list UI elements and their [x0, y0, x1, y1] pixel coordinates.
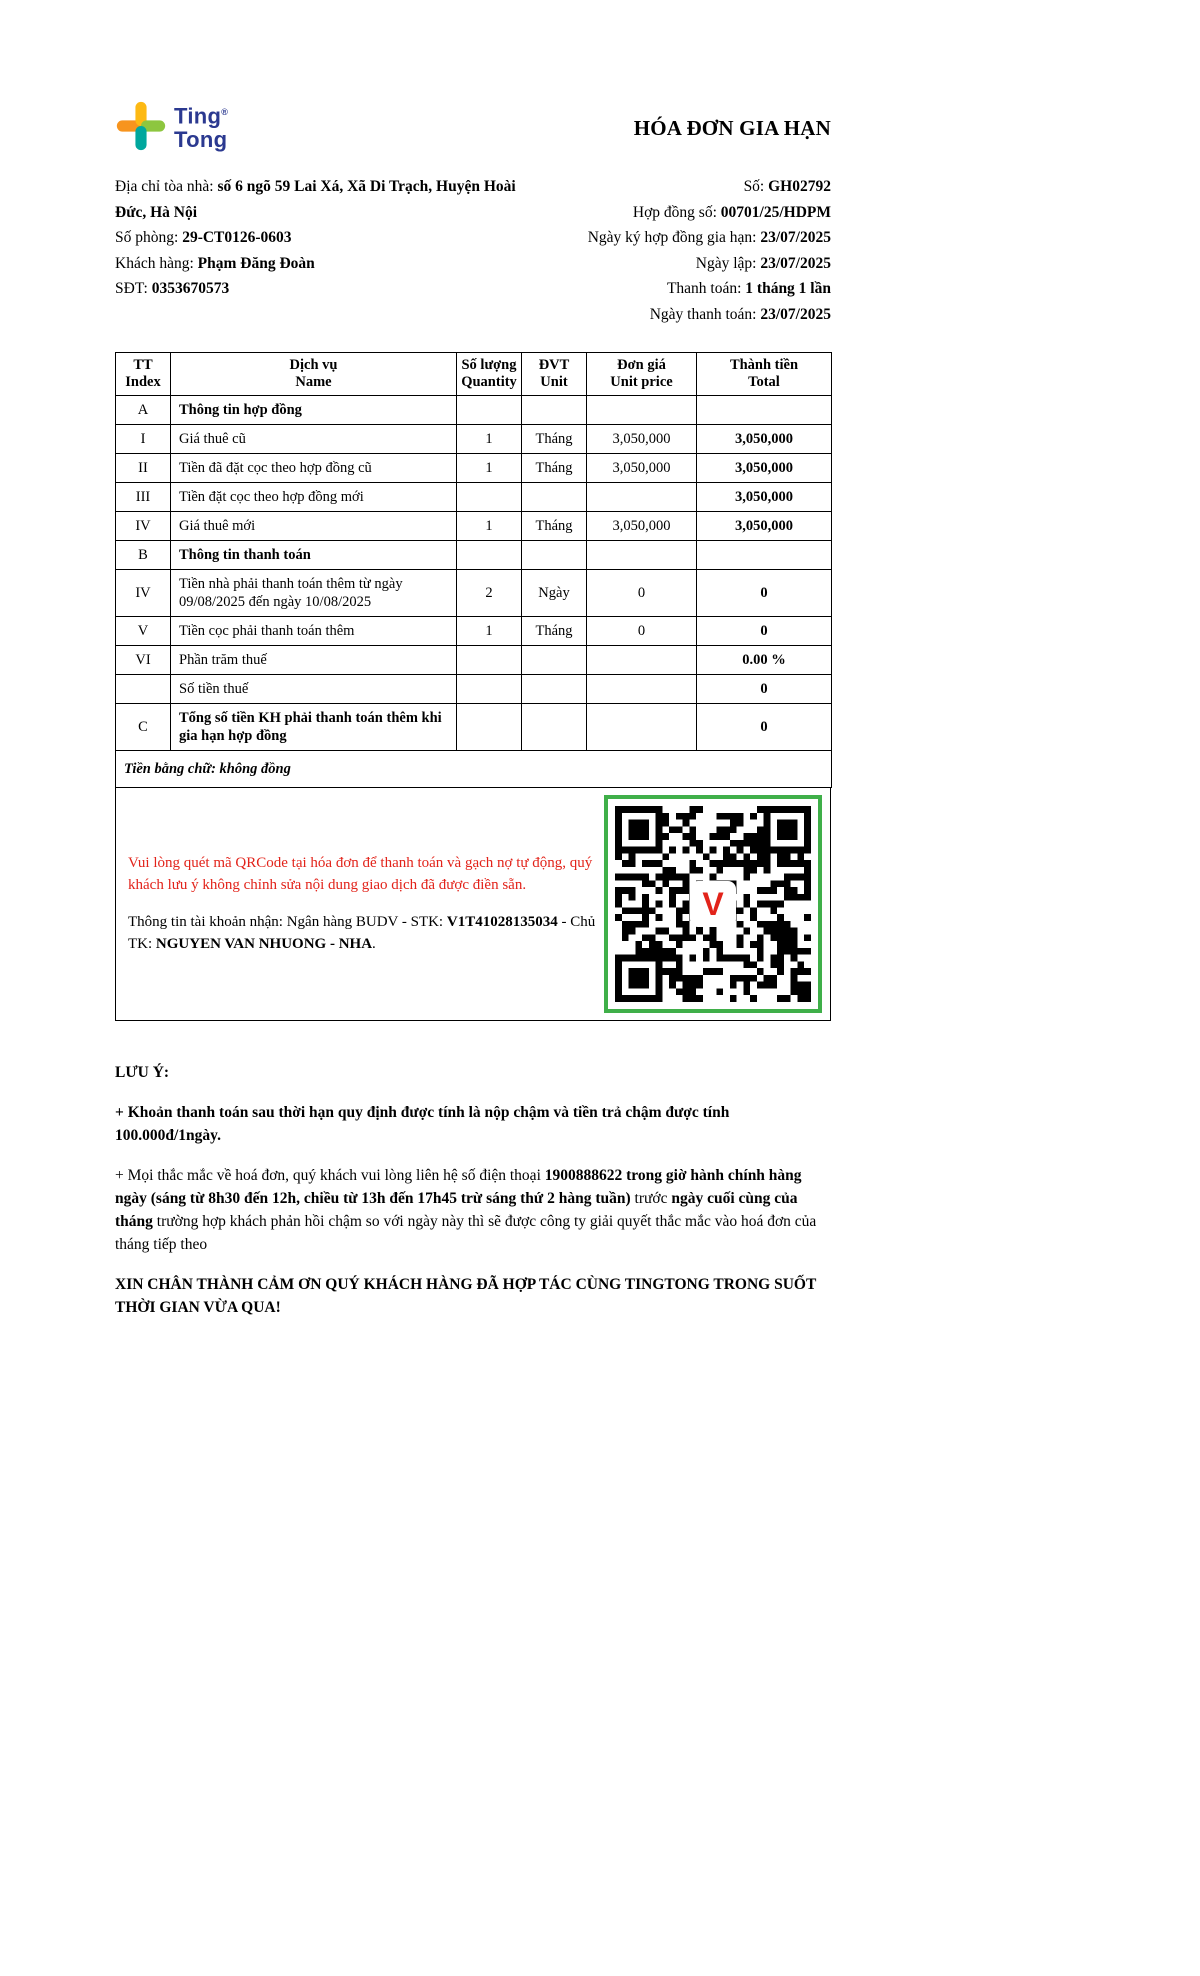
note-contact: + Mọi thắc mắc về hoá đơn, quý khách vui lòng liên hệ số điện thoại 1900888622 trong giờ hành chính hàng ngày (sáng từ 8h30 đến 12h, chiều từ 13h đến 17h45 trừ sáng thứ 2 hàng tuần) trước ngày cuối cùng của tháng trường hợp khách phản hồi chậm so với ngày này thì sẽ được công ty giải quyết thắc mắc vào hoá đơn của tháng tiếp theo: [115, 1167, 817, 1253]
logo-line2: Tong: [174, 126, 228, 152]
table-row: B Thông tin thanh toán: [116, 541, 832, 570]
header: [115, 100, 831, 152]
qr-warning-text: Vui lòng quét mã QRCode tại hóa đơn để thanh toán và gạch nợ tự động, quý khách lưu ý không chỉnh sửa nội dung giao dịch đã được điền sẵn.: [128, 855, 593, 893]
col-header-unit: ĐVT Unit: [522, 353, 587, 396]
tingtong-logo-text: [174, 101, 228, 150]
info-right: [588, 174, 831, 327]
customer-name: Khách hàng: Phạm Đăng Đoàn: [115, 254, 315, 272]
notes-heading: LƯU Ý:: [115, 1064, 170, 1081]
registered-mark: ®: [221, 107, 229, 118]
customer-phone: SĐT: 0353670573: [115, 280, 230, 297]
invoice-table: [115, 352, 832, 788]
account-holder: NGUYEN VAN NHUONG - NHA: [155, 935, 373, 952]
col-header-total: Thành tiền Total: [697, 353, 832, 396]
vietqr-logo: V: [690, 881, 736, 927]
renewal-sign-date: Ngày ký hợp đồng gia hạn: 23/07/2025: [587, 229, 831, 246]
table-header: [116, 353, 832, 396]
table-row: VI Phần trăm thuế 0.00 %: [116, 646, 832, 675]
col-header-name: Dịch vụ Name: [171, 353, 457, 396]
qr-code: [604, 795, 822, 1013]
room-number: Số phòng: 29-CT0126-0603: [115, 229, 292, 246]
logo-line1: Ting: [174, 103, 222, 129]
table-row: IV Giá thuê mới 1 Tháng 3,050,000 3,050,000: [116, 512, 832, 541]
table-row: II Tiền đã đặt cọc theo hợp đồng cũ 1 Tháng 3,050,000 3,050,000: [116, 454, 832, 483]
issue-date: Ngày lập: 23/07/2025: [695, 254, 831, 272]
table-row: V Tiền cọc phải thanh toán thêm 1 Tháng 0 0: [116, 617, 832, 646]
info-left: [115, 174, 550, 327]
col-header-quantity: Số lượng Quantity: [457, 353, 522, 396]
note-late-payment: + Khoản thanh toán sau thời hạn quy định được tính là nộp chậm và tiền trả chậm được tính 100.000đ/1ngày.: [115, 1104, 730, 1144]
page-title: HÓA ĐƠN GIA HẠN: [633, 116, 831, 140]
table-row: C Tổng số tiền KH phải thanh toán thêm khi gia hạn hợp đồng 0: [116, 704, 832, 751]
info-section: [115, 174, 831, 327]
notes-section: [115, 1061, 831, 1319]
amount-in-words: Tiền bằng chữ: không đồng: [116, 751, 832, 788]
amount-in-words-row: [116, 751, 832, 788]
account-info: Thông tin tài khoản nhận: Ngân hàng BUDV - STK: V1T41028135034 - Chủ TK: NGUYEN VAN NHUONG - NHA.: [128, 914, 596, 952]
table-row: Số tiền thuế 0: [116, 675, 832, 704]
table-row: III Tiền đặt cọc theo hợp đồng mới 3,050,000: [116, 483, 832, 512]
payment-section: [115, 787, 831, 1021]
thank-you-note: XIN CHÂN THÀNH CẢM ƠN QUÝ KHÁCH HÀNG ĐÃ HỢP TÁC CÙNG TINGTONG TRONG SUỐT THỜI GIAN VỪA QUA!: [115, 1276, 817, 1316]
col-header-index: TT Index: [116, 353, 171, 396]
invoice-content: [115, 100, 831, 1336]
payment-frequency: Thanh toán: 1 tháng 1 lần: [666, 280, 831, 297]
contract-number: Hợp đồng số: 00701/25/HDPM: [632, 203, 831, 221]
table-row: A Thông tin hợp đồng: [116, 396, 832, 425]
payment-date: Ngày thanh toán: 23/07/2025: [649, 305, 831, 323]
table-row: IV Tiền nhà phải thanh toán thêm từ ngày 09/08/2025 đến ngày 10/08/2025 2 Ngày 0 0: [116, 570, 832, 617]
tingtong-logo-icon: [115, 100, 167, 152]
building-address: Địa chỉ tòa nhà: số 6 ngõ 59 Lai Xá, Xã Di Trạch, Huyện Hoài Đức, Hà Nội: [115, 178, 516, 221]
account-number: V1T41028135034: [446, 914, 558, 930]
invoice-number: Số: GH02792: [743, 178, 831, 195]
tingtong-logo: [115, 100, 228, 152]
table-row: I Giá thuê cũ 1 Tháng 3,050,000 3,050,000: [116, 425, 832, 454]
payment-text: [128, 853, 596, 955]
col-header-unit-price: Đơn giá Unit price: [587, 353, 697, 396]
